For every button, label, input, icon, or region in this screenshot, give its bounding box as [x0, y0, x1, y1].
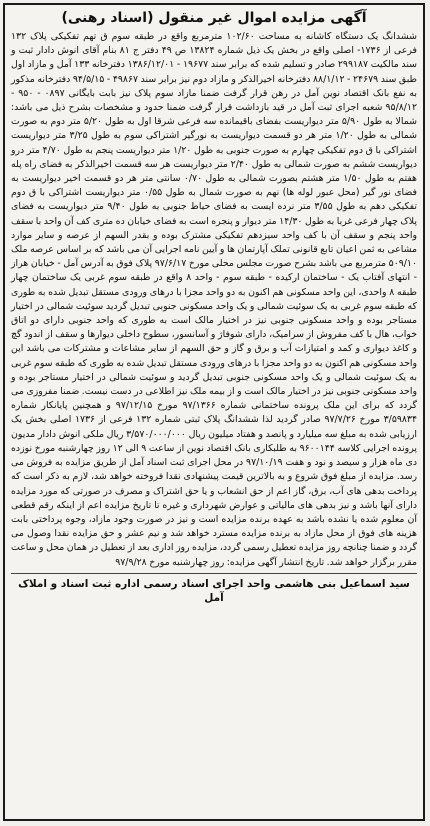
- notice-title: آگهی مزایده اموال غیر منقول (اسناد رهنی): [61, 10, 367, 26]
- notice-body: ششدانگ یک دستگاه کاشانه به مساحت ۱۰۲/۶۰ مترمربع واقع در طبقه سوم ق تهم تفکیکی پلاک ۱۳۲ فرعی از ۱۷۳۶- اصلی واقع در بخش یک ذیل شماره ۱۳۸۲۴ ص ۴۹ دفتر ج ۸۱ بنام آقای انوش دادار ثبت و سند مالکیت ۲۹۹۱۸۷ صادر و تسلیم شده که برابر سند ۱۹۶۷۷ - ۱۳۸۶/۱۲/۰۱ دفترخانه ۱۳۳ آمل و مازاد اول طبق سند ۲۴۶۷۹ - ۸۸/۱/۱۲ دفترخانه اخیرالذکر و مازاد دوم نیز برابر سند ۴۹۸۶۷ - ۹۴/۵/۱۵ دفترخانه مذکور به نفع بانک اقتصاد نوین آمل در رهن قرار گرفت ضمنا مازاد سوم پلاک نیز بابت بایگانی ۰۸۹۷ - ۹۵۰ - ۹۵/۸/۱۲ شعبه اجرای ثبت آمل در قید بازداشت قرار گرفت ضمنا حدود و مشخصات بشرح ذیل می باشد: شمالا به طول ۵/۹۰ متر دیواریست بفضای باقیمانده سه فرعی شرقا اول به طول ۵/۲۰ متر دوم به صورت شمالی به طول ۱/۲۰ متر هر دو قسمت دیواریست به نورگیر اشتراکی سوم به طول ۳/۲۵ متر دیواریست اشتراکی با ق دوم تفکیکی چهارم به صورت جنوبی به طول ۱/۲۰ متر دیواریست پنجم به طول ۴/۷۰ متر درو دیواریست ششم به صورت شمالی به طول ۲/۴۰ متر دیواریست هر سه قسمت اخیرالذکر به فضای راه پله هفتم به طول ۱/۵۰ متر هشتم بصورت شمالی به طول ۰/۷۰ سانتی متر هر دو قسمت اخیر دیواریست به فضای نور گیر (محل عبور لوله ها) نهم به صورت شمال به طول ۰/۵۵ متر دیواریست اشتراکی با ق دوم تفکیکی دهم به طول ۳/۵۵ متر نرده ایست به فضای حیاط جنوبی به طول ۹/۴۰ متر دیواریست به فضای پلاک چهار فرعی غربا به طول ۱۴/۳۰ متر دیوار و پنجره است به فضای خیابان ده متری کف آن واحد با سقف واحد پنجم و سقف آن با کف واحد سیزدهم تفکیکی مشترک بوده و بقدر السهم از عرصه و سایر موارد مشاعی به ثمن اعیان تابع قانونی تملک آپارتمان ها و آیین نامه اجرایی آن می باشد که بر اساس عرصه ملک ۵۰۹/۱۰ مترمربع می باشد بشرح صورت مجلس محلی مورخ ۹۷/۶/۱۷ پلاک فوق به آدرس آمل - خیابان هراز - انتهای آفتاب یک - ساختمان ارکیده - طبقه سوم - واحد ۸ واقع در طبقه سوم غربی یک ساختمان چهار طبقه ۸ واحدی، این واحد مسکونی هم اکنون به دو واحد مجزا با درهای ورودی مستقل تبدیل شده به طوری که طبقه سوم غربی به یک سوئیت شمالی و یک واحد مسکونی جنوبی تبدیل گردید سوئیت شمالی در اختیار مستاجر بوده و واحد مسکونی جنوبی نیز در اختیار مالک است به طوری که واحد جنوبی دارای دو اتاق خواب، هال با کف مفروش از سرامیک، دارای شوفاژ و آسانسور، سطوح داخلی دیوارها و سقف از اندود گچ و کاغذ دیواری و کمد و امتیازات آب و برق و گاز و حق السهم از سایر مشاعات و مشترکات می باشد این واحد مسکونی هم اکنون به دو واحد مجزا با درهای ورودی مستقل تبدیل شده به طوری که طبقه سوم غربی به یک سوئیت شمالی و یک واحد مسکونی جنوبی تبدیل گردید و سوئیت شمالی در اختیار مستاجر بوده و واحد مسکونی جنوبی نیز در اختیار مالک است و از بیمه ملک نیز اطلاعی در دست نیست. ضمنا مفروزی می گردد که برای این ملک پرونده ساختمانی شماره ۹۷/۱۳۶۶ مورخ ۹۷/۱۲/۱۵ و همچنین پایانکار شماره ۳/۵۹۸۳۴ مورخ ۹۷/۷/۲۶ صادر گردید لذا ششدانگ پلاک ثبتی شماره ۱۳۲ فرعی از ۱۷۳۶ اصلی بخش یک ارزیابی شده به مبلغ سه میلیارد و پانصد و هفتاد میلیون ریال ۳/۵۷۰/۰۰۰/۰۰۰ ریال ملکی انوش دادار مدیون پرونده اجرایی کلاسه ۹۶۰۰۱۴۴ به طلبکاری بانک اقتصاد نوین از ساعت ۹ الی ۱۲ روز چهارشنبه مورخ نوزده دی ماه هزار و سیصد و نود و هفت ۹۷/۱۰/۱۹ در محل اجرای ثبت اسناد آمل از طریق مزایده به فروش می رسد. مزایده از مبلغ فوق شروع و به بالاترین قیمت پیشنهادی نقدا فروخته خواهد شد، لازم به ذکر است که پرداخت بدهی های آب، برق، گاز اعم از حق انشعاب و یا حق اشتراک و مصرف در صورتی که مورد مزایده دارای آنها باشد و نیز بدهی های مالیاتی و عوارض شهرداری و غیره تا تاریخ مزایده اعم از اینکه رقم قطعی آن معلوم شده یا نشده باشد به عهده برنده مزایده است و نیز در صورت وجود مازاد، وجوه پرداختی بابت هزینه های فوق از محل مازاد به برنده مزایده مسترد خواهد شد و نیم عشر و حق مزایده نقدا وصول می گردد و ضمنا چنانچه روز مزایده تعطیل رسمی گردد، مزایده روز اداری بعد از تعطیل در همان محل و ساعت مقرر برگزار خواهد شد. تاریخ انتشار آگهی مزایده: روز چهارشنبه مورخ ۹۷/۹/۲۸: [11, 31, 418, 568]
- auction-notice: [3, 3, 425, 821]
- notice-signature: سید اسماعیل بنی هاشمی واحد اجرای اسناد رسمی اداره ثبت اسناد و املاک آمل: [11, 573, 417, 605]
